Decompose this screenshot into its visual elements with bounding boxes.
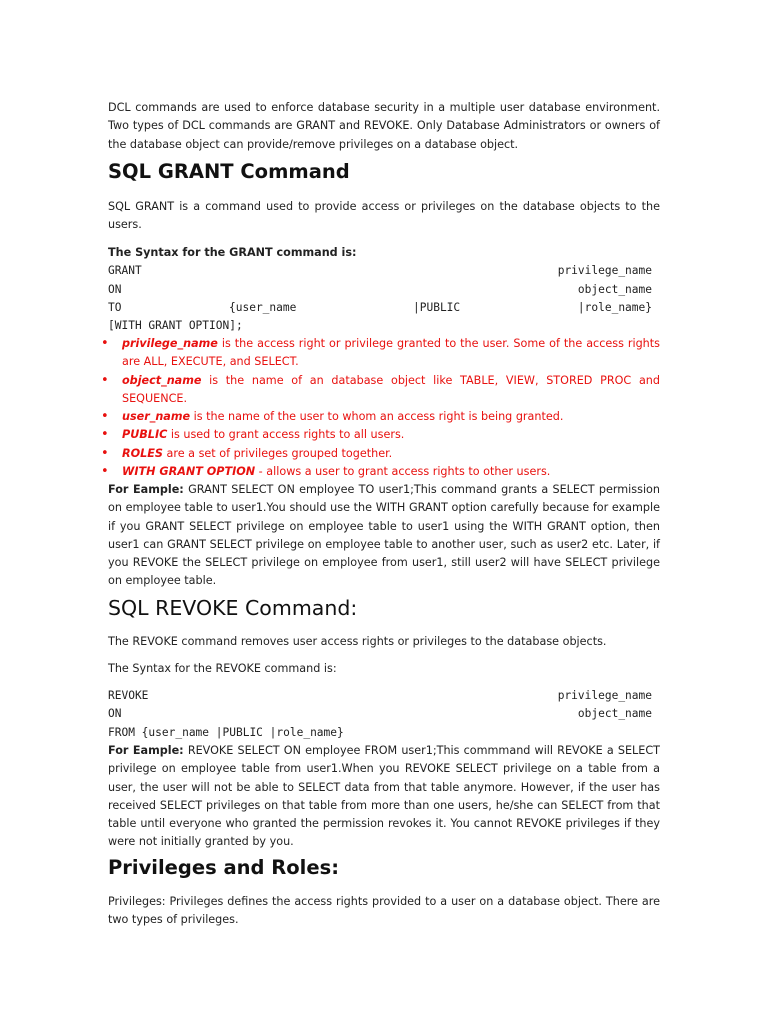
syntax-keyword: ON <box>108 707 122 721</box>
example-text: REVOKE SELECT ON employee FROM user1;This commmand will REVOKE a SELECT privilege on employee table from user1.When you REVOKE SELECT privilege on a table from a user, the user will not be able to SELECT data from that table anymore. However, if the user has received SELECT privileges on that table from more than one users, he/she can SELECT from that table until everyone who granted the permission revokes it. You cannot REVOKE privileges if they were not initially granted by you. <box>108 744 660 849</box>
grant-syntax-line-4: [WITH GRANT OPTION]; <box>108 319 243 333</box>
bullet-text: is used to grant access rights to all users. <box>167 428 405 442</box>
syntax-keyword: REVOKE <box>108 689 149 702</box>
privileges-section <box>108 893 660 930</box>
bullet-term: WITH GRANT OPTION <box>122 465 256 479</box>
grant-example-section <box>108 481 660 591</box>
bullet-term: user_name <box>122 410 191 424</box>
grant-bullets-section <box>108 335 660 481</box>
privileges-paragraph: Privileges: Privileges defines the access rights provided to a user on a database object. There are two types of privileges. <box>108 895 660 927</box>
list-item <box>108 372 660 409</box>
example-label: For Eample: <box>108 483 184 496</box>
revoke-description: The REVOKE command removes user access rights or privileges to the database objects. <box>108 635 607 648</box>
bullet-term: PUBLIC <box>122 428 168 442</box>
grant-syntax-title: The Syntax for the GRANT command is: <box>108 246 357 259</box>
syntax-param: |PUBLIC <box>413 300 461 314</box>
revoke-example <box>108 742 660 852</box>
example-text: GRANT SELECT ON employee TO user1;This command grants a SELECT permission on employee table to user1.You should use the WITH GRANT option carefully because for example if you GRANT SELECT privilege on employee table to user1 using the WITH GRANT option, then user1 can GRANT SELECT privilege on employee table to another user, such as user2 etc. Later, if you REVOKE the SELECT privilege on employee from user1, still user2 will have SELECT privilege on employee table. <box>108 483 660 588</box>
syntax-param: privilege_name <box>557 264 652 278</box>
grant-syntax-line-2 <box>108 281 660 299</box>
revoke-syntax-title: The Syntax for the REVOKE command is: <box>108 662 337 675</box>
grant-section <box>108 198 660 235</box>
bullet-term: privilege_name <box>122 337 218 350</box>
intro-section <box>108 99 660 154</box>
revoke-heading-wrap <box>108 595 660 621</box>
list-item <box>108 445 660 463</box>
bullet-text: are a set of privileges grouped together. <box>162 446 393 460</box>
syntax-param: {user_name <box>229 300 297 314</box>
grant-description: SQL GRANT is a command used to provide access or privileges on the database objects to the users. <box>108 200 660 232</box>
bullet-text: is the name of the user to whom an access right is being granted. <box>190 410 564 424</box>
syntax-keyword: GRANT <box>108 264 142 278</box>
revoke-syntax-code <box>108 687 660 742</box>
privileges-heading: Privileges and Roles: <box>108 856 339 879</box>
revoke-syntax-line-2 <box>108 705 660 723</box>
bullet-text: is the name of an database object like TABLE, VIEW, STORED PROC and SEQUENCE. <box>122 373 660 405</box>
grant-example <box>108 481 660 591</box>
privileges-heading-wrap <box>108 855 660 881</box>
list-item <box>108 463 660 481</box>
revoke-syntax-line-1 <box>108 687 660 705</box>
bullet-term: object_name <box>122 373 202 387</box>
grant-heading: SQL GRANT Command <box>108 160 350 183</box>
grant-bullet-list <box>108 335 660 481</box>
list-item <box>108 408 660 426</box>
revoke-syntax-line-3: FROM {user_name |PUBLIC |role_name} <box>108 725 344 739</box>
syntax-param: object_name <box>577 707 652 721</box>
revoke-example-section <box>108 742 660 852</box>
syntax-param: privilege_name <box>557 689 652 702</box>
revoke-syntax-section <box>108 660 660 678</box>
syntax-param: |role_name} <box>577 300 652 314</box>
syntax-keyword: TO <box>108 300 122 314</box>
intro-paragraph: DCL commands are used to enforce database security in a multiple user database environment. Two types of DCL commands are GRANT and REVOKE. Only Database Administrators or owners of the database object can provide/remove privileges on a database object. <box>108 101 660 151</box>
bullet-term: ROLES <box>122 446 163 460</box>
bullet-text: - allows a user to grant access rights to other users. <box>255 465 551 479</box>
list-item <box>108 426 660 444</box>
syntax-keyword: ON <box>108 282 122 296</box>
grant-heading-wrap <box>108 159 660 185</box>
revoke-heading: SQL REVOKE Command: <box>108 596 358 620</box>
grant-syntax-line-3 <box>108 299 660 317</box>
grant-syntax-section <box>108 244 660 335</box>
list-item <box>108 335 660 372</box>
example-label: For Eample: <box>108 744 184 757</box>
grant-syntax-line-1 <box>108 262 660 280</box>
syntax-param: object_name <box>577 282 652 296</box>
revoke-section <box>108 633 660 651</box>
bullet-text: is the access right or privilege granted to the user. Some of the access rights are ALL, EXECUTE, and SELECT. <box>122 337 660 369</box>
